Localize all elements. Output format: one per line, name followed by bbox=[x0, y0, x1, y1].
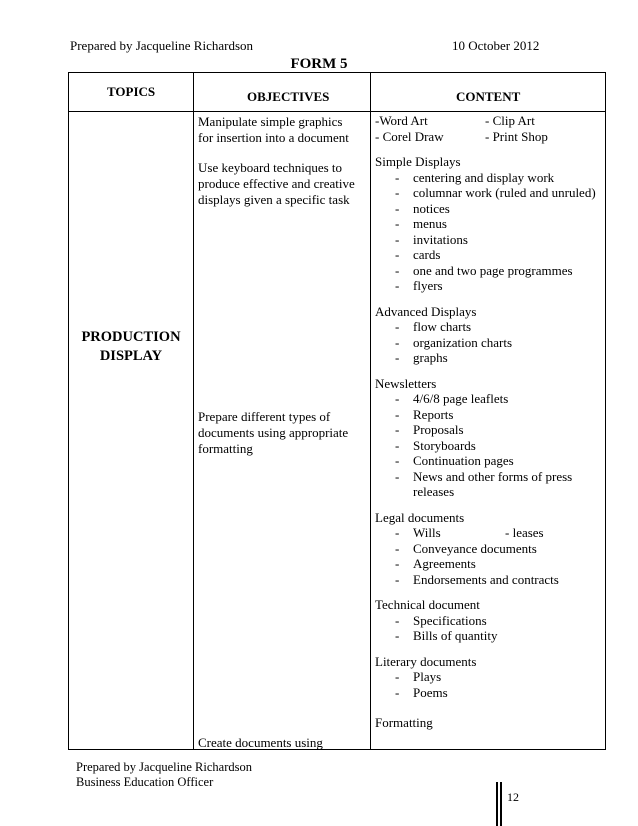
list-item: - flow charts bbox=[395, 319, 472, 334]
footer bbox=[76, 760, 252, 790]
syllabus-table bbox=[68, 72, 606, 750]
page-number-bar bbox=[500, 782, 502, 826]
list-item: - graphs bbox=[395, 350, 448, 365]
column-header-content: CONTENT bbox=[456, 89, 521, 104]
objective-line: displays given a specific task bbox=[198, 192, 350, 207]
objective-line: documents using appropriate bbox=[198, 425, 349, 440]
list-item: - News and other forms of press releases bbox=[395, 468, 573, 499]
list-item: - organization charts bbox=[395, 334, 513, 350]
graphics-item: - Clip Art bbox=[485, 113, 535, 128]
list-item: - Reports bbox=[395, 406, 454, 422]
graphics-item: -Word Art bbox=[375, 113, 428, 128]
section-title-advanced-displays: Advanced Displays bbox=[375, 303, 477, 319]
column-header-objectives: OBJECTIVES bbox=[247, 89, 330, 104]
section-title-legal-documents: Legal documents bbox=[375, 509, 465, 525]
section-title-technical-document: Technical document bbox=[375, 597, 480, 612]
list-item: - Poems bbox=[395, 684, 448, 700]
column-header-topics: TOPICS bbox=[107, 84, 156, 99]
objective-line: Create documents using bbox=[198, 735, 323, 750]
objective-line: produce effective and creative bbox=[198, 176, 355, 191]
footer-title: Business Education Officer bbox=[76, 775, 214, 789]
content-cell bbox=[375, 113, 603, 731]
list-item: - flyers bbox=[395, 278, 443, 293]
list-item: - Bills of quantity bbox=[395, 628, 498, 643]
simple-displays-list bbox=[375, 170, 603, 294]
objective-line: formatting bbox=[198, 441, 253, 456]
graphics-row bbox=[375, 113, 603, 129]
objective-documents bbox=[198, 409, 348, 457]
list-item: - Proposals bbox=[395, 422, 464, 437]
page-number: 12 bbox=[507, 790, 519, 804]
objective-line: Use keyboard techniques to bbox=[198, 160, 343, 175]
list-item: - notices bbox=[395, 200, 450, 216]
list-item: - Plays bbox=[395, 669, 442, 684]
objective-create bbox=[198, 735, 323, 751]
list-item: - Agreements bbox=[395, 556, 476, 571]
list-item: - Continuation pages bbox=[395, 453, 514, 468]
list-item: - 4/6/8 page leaflets bbox=[395, 391, 509, 406]
content-formatting: Formatting bbox=[375, 715, 433, 730]
list-item: - Endorsements and contracts bbox=[395, 571, 559, 587]
list-item: - one and two page programmes bbox=[395, 262, 573, 278]
header-row-divider bbox=[69, 111, 605, 112]
graphics-item: - Corel Draw bbox=[375, 128, 444, 144]
list-item: - columnar work (ruled and unruled) bbox=[395, 185, 596, 200]
header-date: 10 October 2012 bbox=[452, 38, 540, 53]
section-title-simple-displays: Simple Displays bbox=[375, 154, 461, 169]
topic-line: PRODUCTION bbox=[81, 329, 181, 345]
list-item: - Conveyance documents bbox=[395, 540, 537, 556]
form-title: FORM 5 bbox=[290, 56, 348, 72]
section-title-newsletters: Newsletters bbox=[375, 375, 437, 391]
footer-prepared-by: Prepared by Jacqueline Richardson bbox=[76, 760, 252, 774]
column-divider bbox=[193, 73, 194, 749]
topic-cell bbox=[69, 328, 193, 366]
topic-line: DISPLAY bbox=[99, 348, 163, 364]
list-item: - Storyboards bbox=[395, 437, 476, 453]
graphics-item: - Print Shop bbox=[485, 128, 548, 144]
header-prepared-by: Prepared by Jacqueline Richardson bbox=[70, 38, 254, 53]
list-item: - centering and display work bbox=[395, 169, 555, 185]
graphics-row bbox=[375, 129, 603, 145]
objective-keyboard bbox=[198, 160, 355, 208]
list-item: - Specifications bbox=[395, 612, 487, 628]
column-divider bbox=[370, 73, 371, 749]
list-item: - menus bbox=[395, 216, 447, 231]
objective-line: for insertion into a document bbox=[198, 130, 349, 145]
list-item: - Wills - leases bbox=[395, 525, 544, 540]
list-item: - cards bbox=[395, 247, 441, 262]
objective-line: Prepare different types of bbox=[198, 409, 331, 424]
list-item: - invitations bbox=[395, 231, 468, 247]
section-title-literary-documents: Literary documents bbox=[375, 653, 477, 669]
objective-graphics bbox=[198, 114, 349, 146]
objective-line: Manipulate simple graphics bbox=[198, 114, 343, 129]
page-number-bar bbox=[496, 782, 498, 826]
